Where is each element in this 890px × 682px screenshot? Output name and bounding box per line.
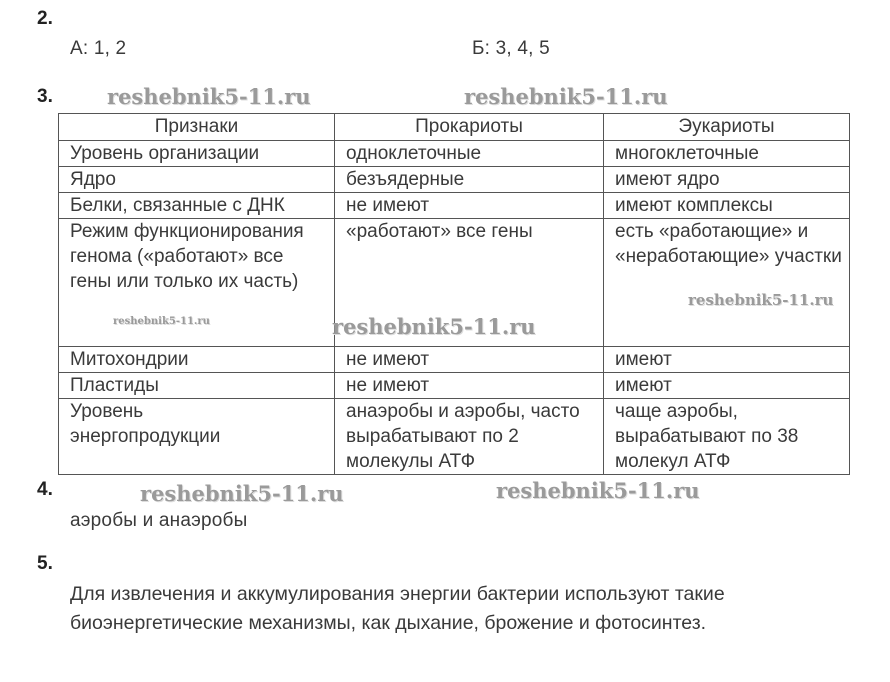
table-row bbox=[59, 167, 850, 193]
question-number-3: 3. bbox=[37, 86, 53, 107]
table-cell: анаэробы и аэробы, часто вырабатывают по 2 молекулы АТФ bbox=[335, 399, 604, 475]
table-cell: имеют bbox=[604, 373, 850, 399]
table-cell: Пластиды bbox=[59, 373, 335, 399]
table-cell: Митохондрии bbox=[59, 347, 335, 373]
table-row bbox=[59, 141, 850, 167]
watermark: reshebnik5-11.ru bbox=[688, 291, 834, 309]
question-number-2: 2. bbox=[37, 8, 53, 29]
table-row bbox=[59, 373, 850, 399]
table-cell: Режим функционирования генома («работают» все гены или только их часть) bbox=[59, 219, 335, 347]
header-cell: Прокариоты bbox=[335, 114, 604, 141]
watermark: reshebnik5-11.ru bbox=[332, 314, 536, 339]
watermark: reshebnik5-11.ru bbox=[464, 84, 668, 109]
watermark: reshebnik5-11.ru bbox=[496, 478, 700, 503]
table-cell: безъядерные bbox=[335, 167, 604, 193]
table-cell: имеют bbox=[604, 347, 850, 373]
answer-2a: А: 1, 2 bbox=[70, 38, 127, 59]
header-cell: Эукариоты bbox=[604, 114, 850, 141]
table-cell: Белки, связанные с ДНК bbox=[59, 193, 335, 219]
table-cell: многоклеточные bbox=[604, 141, 850, 167]
table-cell: не имеют bbox=[335, 193, 604, 219]
table-cell: Уровень организации bbox=[59, 141, 335, 167]
table-cell: «работают» все гены bbox=[335, 219, 604, 347]
watermark: reshebnik5-11.ru bbox=[140, 481, 344, 506]
table-cell: есть «работающие» и «неработающие» участки bbox=[604, 219, 850, 347]
table-cell: имеют комплексы bbox=[604, 193, 850, 219]
header-cell: Признаки bbox=[59, 114, 335, 141]
table-cell: Уровень энергопродукции bbox=[59, 399, 335, 475]
table-cell: Ядро bbox=[59, 167, 335, 193]
table-header-row bbox=[59, 114, 850, 141]
answer-5-paragraph: Для извлечения и аккумулирования энергии бактерии используют такие биоэнергетические механизмы, как дыхание, брожение и фотосинтез. bbox=[70, 583, 725, 634]
table-row bbox=[59, 193, 850, 219]
answer-4: аэробы и анаэробы bbox=[70, 510, 248, 531]
question-number-4: 4. bbox=[37, 479, 53, 500]
table-cell: чаще аэробы, вырабатывают по 38 молекул АТФ bbox=[604, 399, 850, 475]
table-cell: имеют ядро bbox=[604, 167, 850, 193]
table-row bbox=[59, 347, 850, 373]
answer-2b: Б: 3, 4, 5 bbox=[472, 38, 550, 59]
table-row bbox=[59, 399, 850, 475]
question-number-5: 5. bbox=[37, 553, 53, 574]
table-cell: одноклеточные bbox=[335, 141, 604, 167]
table-cell: не имеют bbox=[335, 347, 604, 373]
watermark: reshebnik5-11.ru bbox=[113, 316, 210, 327]
table-cell: не имеют bbox=[335, 373, 604, 399]
watermark: reshebnik5-11.ru bbox=[107, 84, 311, 109]
